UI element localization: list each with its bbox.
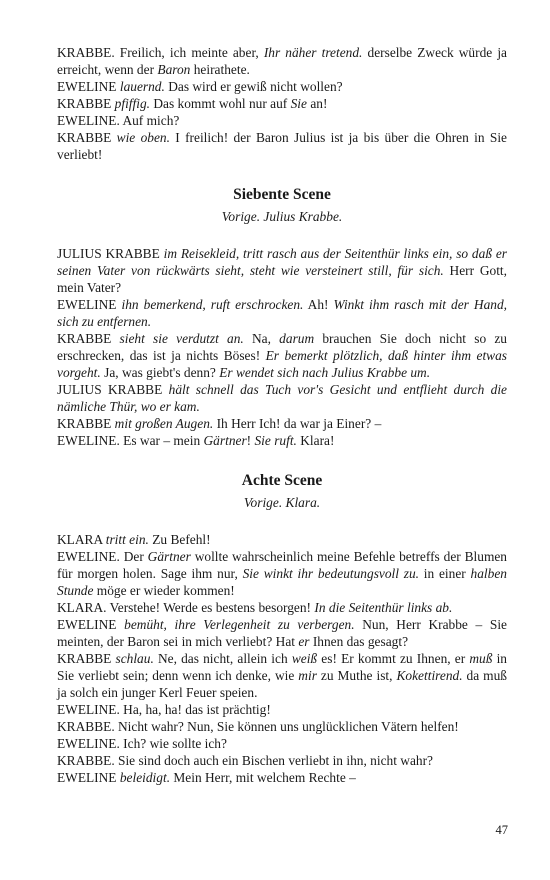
stage-direction: Gärtner [147,549,191,564]
dialogue-text: KLARA. Verstehe! Werde es bestens besorgen! [57,600,315,615]
dialogue-paragraph [57,752,507,769]
dialogue-text: Ja, was giebt's denn? [100,365,220,380]
stage-direction: im Reisekleid, tritt rasch aus der Seitenthür links ein, so daß er seinen Vater von rückwärts sieht, steht wie versteinert still, für sich. [57,246,507,278]
dialogue-text: EWELINE [57,770,120,785]
dialogue-paragraph [57,112,507,129]
dialogue-text: JULIUS KRABBE [57,382,169,397]
dialogue-paragraph [57,650,507,701]
stage-direction: Er bemerkt plötzlich, daß hinter ihm etwas vorgeht. [57,348,507,380]
dialogue-text: KRABBE [57,416,115,431]
dialogue-text: KRABBE [57,130,117,145]
stage-direction: Sie ruft. [254,433,297,448]
dialogue-text: KLARA [57,532,106,547]
dialogue-text: KRABBE. Freilich, ich meinte aber, [57,45,264,60]
dialogue-text: Zu Befehl! [148,532,211,547]
stage-direction: pfiffig. [114,96,151,111]
stage-direction: muß [469,651,493,666]
dialogue-paragraph [57,95,507,112]
stage-direction: Baron [157,62,191,77]
stage-direction: sieht sie verdutzt an. [119,331,244,346]
scene-heading: Achte Scene [241,472,323,489]
stage-direction: beleidigt. [119,770,171,785]
stage-direction: Er wendet sich nach Julius Krabbe um. [219,365,431,380]
stage-direction: halben Stunde [57,566,507,598]
dialogue-paragraph [57,548,507,599]
dialogue-text: JULIUS KRABBE [57,246,164,261]
dialogue-paragraph [57,432,507,449]
stage-direction: Winkt ihm rasch mit der Hand, sich zu entfernen. [57,297,508,329]
dialogue-paragraph [57,701,507,718]
stage-direction: lauernd. [119,79,165,94]
dialogue-text: EWELINE [57,617,125,632]
stage-direction: schlau. [115,651,154,666]
dialogue-text: heirathete. [190,62,250,77]
dialogue-text: EWELINE. Der [57,549,148,564]
dialogue-text: KRABBE [57,331,120,346]
page-content [57,44,507,786]
dialogue-text: EWELINE [57,297,122,312]
dialogue-paragraph [57,599,507,616]
dialogue-paragraph [57,129,507,163]
dialogue-text: KRABBE [57,96,115,111]
dialogue-text: EWELINE [57,79,120,94]
dialogue-text: Das wird er gewiß nicht wollen? [164,79,343,94]
dialogue-text: EWELINE. Ich? wie sollte ich? [57,736,227,751]
dialogue-text: Ne, das nicht, allein ich [153,651,292,666]
dialogue-text: KRABBE. Nicht wahr? Nun, Sie können uns unglücklichen Vätern helfen! [57,719,459,734]
stage-direction: wie oben. [116,130,170,145]
stage-direction: Ihr näher tretend. [263,45,363,60]
dialogue-text: Klara! [296,433,335,448]
dialogue-text: zu Muthe ist, [316,668,397,683]
stage-direction: Sie [290,96,307,111]
dialogue-text: Nun, Herr Krabbe – Sie meinten, der Baron sei in mich verliebt? Hat [57,617,507,649]
dialogue-text: Ihnen das gesagt? [309,634,409,649]
dialogue-text: es! Er kommt zu Ihnen, er [317,651,470,666]
dialogue-text: in einer [419,566,471,581]
stage-direction: darum [279,331,315,346]
dialogue-paragraph [57,78,507,95]
scene-heading: Siebente Scene [233,186,331,203]
stage-direction: tritt ein. [105,532,149,547]
dialogue-text: EWELINE. Auf mich? [57,113,180,128]
stage-direction: mit großen Augen. [114,416,214,431]
stage-direction: Gärtner [203,433,247,448]
dialogue-text: brauchen Sie doch nicht so zu erschrecken, das ist ja nichts Böses! [57,331,507,363]
page-number: 47 [495,823,508,837]
dialogue-text: Mein Herr, mit welchem Rechte – [170,770,356,785]
dialogue-text: Na, [243,331,280,346]
stage-direction: weiß [291,651,318,666]
dialogue-text: an! [306,96,328,111]
stage-direction: hält schnell das Tuch vor's Gesicht und entflieht durch die nämliche Thür, wo er kam. [57,382,507,414]
dialogue-text: Ah! [303,297,334,312]
stage-direction: mir [298,668,317,683]
dialogue-paragraph [57,296,507,330]
stage-direction: ihn bemerkend, ruft erschrocken. [121,297,304,312]
dialogue-paragraph [57,769,507,786]
scene-cast-line: Vorige. Julius Krabbe. [221,209,343,224]
dialogue-text: Herr Gott, mein Vater? [57,263,507,295]
stage-direction: er [298,634,310,649]
scene-cast-line: Vorige. Klara. [243,495,321,510]
dialogue-paragraph [57,330,507,381]
dialogue-text: Das kommt wohl nur auf [150,96,291,111]
dialogue-text: KRABBE [57,651,116,666]
dialogue-paragraph [57,531,507,548]
stage-direction: bemüht, ihre Verlegenheit zu verbergen. [124,617,355,632]
dialogue-text: ! [246,433,255,448]
dialogue-text: wollte wahrscheinlich meine Befehle betreffs der Blumen für morgen holen. Sage ihm nur, [57,549,507,581]
dialogue-text: Ih Herr Ich! da war ja Einer? – [213,416,382,431]
dialogue-paragraph [57,415,507,432]
stage-direction: Sie winkt ihr bedeutungsvoll zu. [242,566,420,581]
dialogue-paragraph [57,381,507,415]
dialogue-paragraph [57,735,507,752]
dialogue-text: derselbe Zweck würde ja erreicht, wenn der [57,45,507,77]
dialogue-text: KRABBE. Sie sind doch auch ein Bischen verliebt in ihn, nicht wahr? [57,753,433,768]
dialogue-text: I freilich! der Baron Julius ist ja bis über die Ohren in Sie verliebt! [57,130,507,162]
dialogue-paragraph [57,245,507,296]
dialogue-paragraph [57,44,507,78]
dialogue-text: EWELINE. Ha, ha, ha! das ist prächtig! [57,702,271,717]
dialogue-paragraph [57,718,507,735]
stage-direction: Kokettirend. [396,668,463,683]
dialogue-text: möge er wieder kommen! [93,583,235,598]
stage-direction: In die Seitenthür links ab. [314,600,453,615]
dialogue-text: EWELINE. Es war – mein [57,433,204,448]
dialogue-text: da muß ja solch ein junger Kerl Feuer speien. [57,668,507,700]
dialogue-paragraph [57,616,507,650]
dialogue-text: in Sie verliebt sein; denn wenn ich denke, wie [57,651,508,683]
